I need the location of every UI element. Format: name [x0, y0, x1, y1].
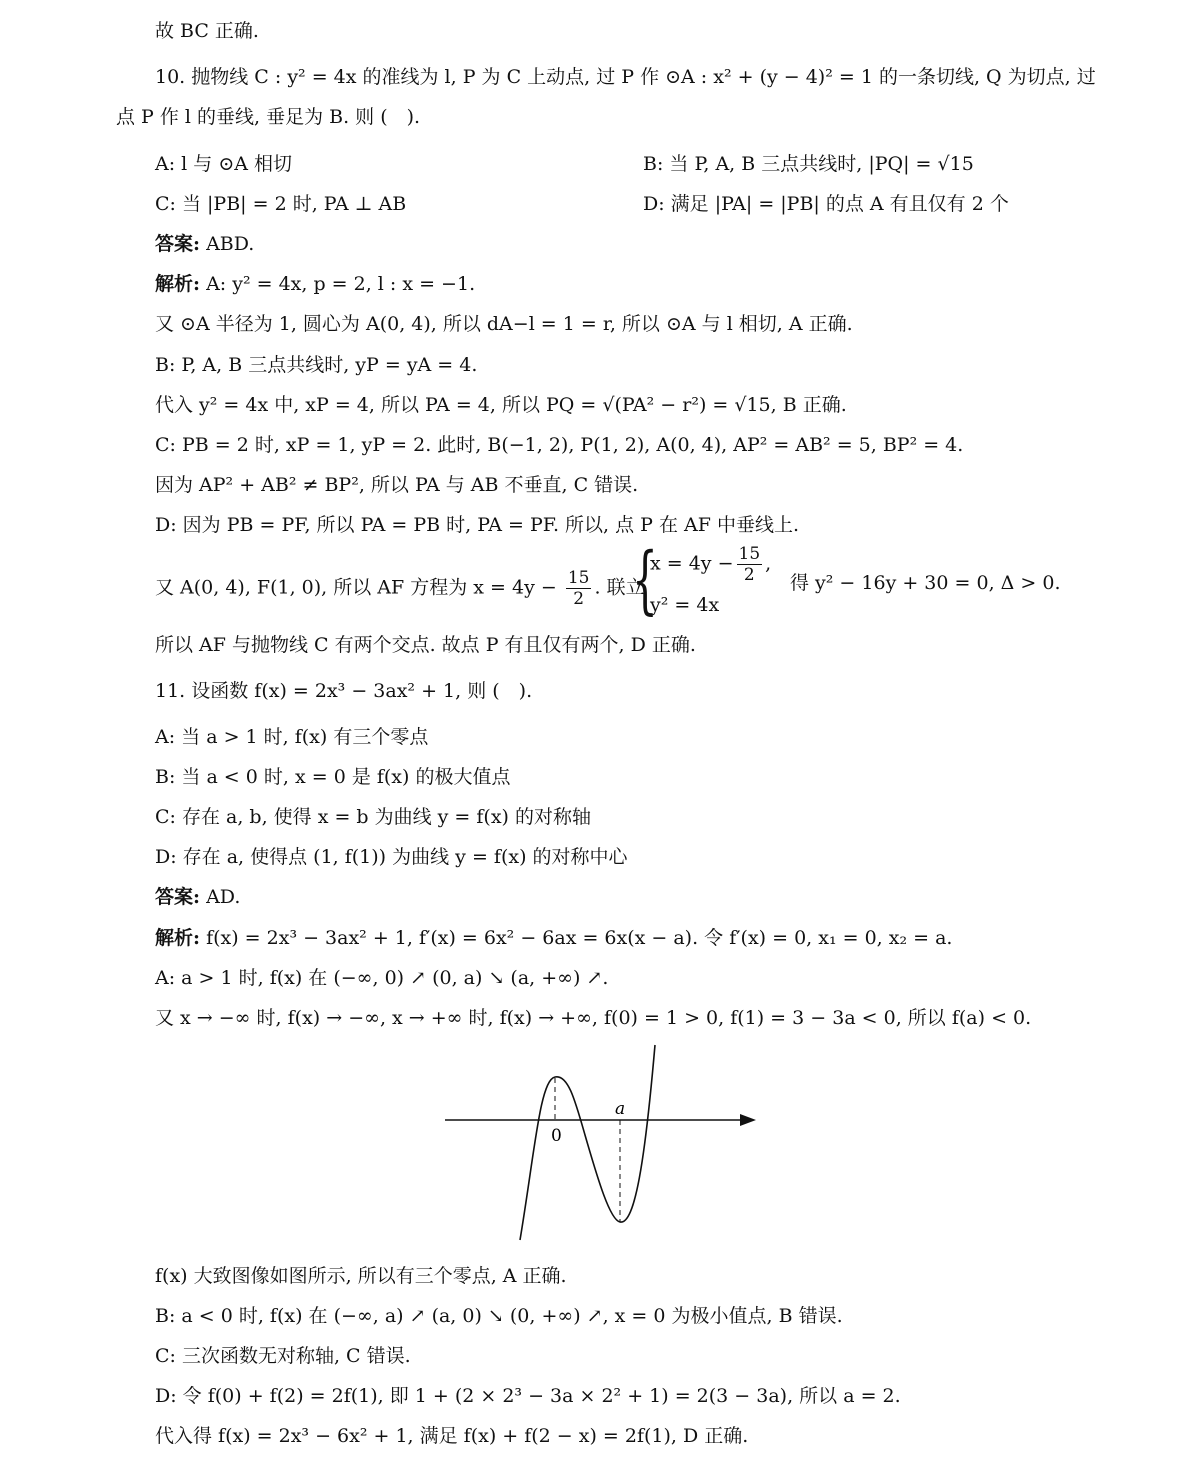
q10-option-a: A: l 与 ⊙A 相切 — [155, 153, 292, 175]
analysis-text: A: y² = 4x, p = 2, l : x = −1. — [206, 273, 476, 295]
question-10-stem-cont: 点 P 作 l 的垂线, 垂足为 B. 则 ( ). — [116, 106, 421, 128]
af-equation-text: 又 A(0, 4), F(1, 0), 所以 AF 方程为 x = 4y − — [155, 576, 557, 599]
label-zero: 0 — [551, 1126, 562, 1146]
analysis-label: 解析: — [155, 273, 201, 295]
system-row-1-text: x = 4y − — [650, 552, 734, 575]
q10-answer — [155, 231, 254, 257]
q11-analysis-6: C: 三次函数无对称轴, C 错误. — [155, 1345, 411, 1367]
q10-option-b: B: 当 P, A, B 三点共线时, |PQ| = √15 — [643, 153, 974, 175]
q10-analysis-6: 因为 AP² + AB² ≠ BP², 所以 PA 与 AB 不垂直, C 错误. — [155, 474, 639, 496]
system-row-1-tail: , — [765, 552, 772, 575]
q11-analysis-3: 又 x → −∞ 时, f(x) → −∞, x → +∞ 时, f(x) → +∞, f(0) = 1 > 0, f(1) = 3 − 3a < 0, 所以 f(a) < 0. — [155, 1007, 1032, 1029]
q11-answer — [155, 884, 240, 910]
q11-option-c: C: 存在 a, b, 使得 x = b 为曲线 y = f(x) 的对称轴 — [155, 806, 592, 828]
q10-analysis-3: B: P, A, B 三点共线时, yP = yA = 4. — [155, 354, 478, 376]
equation-system — [632, 537, 792, 623]
question-11-stem: 11. 设函数 f(x) = 2x³ − 3ax² + 1, 则 ( ). — [155, 680, 533, 702]
q11-analysis-5: B: a < 0 时, f(x) 在 (−∞, a) ↗ (a, 0) ↘ (0, +∞) ↗, x = 0 为极小值点, B 错误. — [155, 1305, 843, 1327]
answer-label: 答案: — [155, 886, 201, 908]
q11-analysis-7: D: 令 f(0) + f(2) = 2f(1), 即 1 + (2 × 2³ − 3a × 2² + 1) = 2(3 − 3a), 所以 a = 2. — [155, 1385, 901, 1407]
fraction-denominator: 2 — [573, 589, 585, 609]
label-a: a — [615, 1099, 626, 1119]
cubic-curve — [520, 1045, 655, 1240]
system-fraction — [737, 544, 763, 585]
answer-value: AD. — [206, 886, 241, 908]
q11-analysis-8: 代入得 f(x) = 2x³ − 6x² + 1, 满足 f(x) + f(2 − x) = 2f(1), D 正确. — [155, 1425, 749, 1447]
q10-analysis-1 — [155, 271, 475, 297]
x-axis-arrow — [740, 1114, 756, 1126]
analysis-text: f(x) = 2x³ − 3ax² + 1, f′(x) = 6x² − 6ax = 6x(x − a). 令 f′(x) = 0, x₁ = 0, x₂ = a. — [206, 927, 953, 949]
q11-analysis-2: A: a > 1 时, f(x) 在 (−∞, 0) ↗ (0, a) ↘ (a, +∞) ↗. — [155, 967, 609, 989]
question-10-stem: 10. 抛物线 C : y² = 4x 的准线为 l, P 为 C 上动点, 过 P 作 ⊙A : x² + (y − 4)² = 1 的一条切线, Q 为切点, 过 — [155, 66, 1096, 88]
q10-analysis-8-result: 得 y² − 16y + 30 = 0, Δ > 0. — [790, 572, 1061, 594]
q10-analysis-2: 又 ⊙A 半径为 1, 圆心为 A(0, 4), 所以 dA−l = 1 = r, 所以 ⊙A 与 l 相切, A 正确. — [155, 313, 853, 335]
system-row-1 — [650, 544, 771, 585]
q11-analysis-1 — [155, 925, 952, 951]
q10-analysis-8 — [155, 568, 645, 609]
system-brace: { — [632, 537, 658, 623]
q10-analysis-9: 所以 AF 与抛物线 C 有两个交点. 故点 P 有且仅有两个, D 正确. — [155, 634, 696, 656]
fraction-numerator: 15 — [567, 568, 590, 588]
system-row-2: y² = 4x — [650, 594, 720, 616]
q11-analysis-4: f(x) 大致图像如图所示, 所以有三个零点, A 正确. — [155, 1265, 567, 1287]
q11-option-d: D: 存在 a, 使得点 (1, f(1)) 为曲线 y = f(x) 的对称中心 — [155, 846, 628, 868]
fraction-15-over-2 — [566, 568, 592, 609]
q11-option-b: B: 当 a < 0 时, x = 0 是 f(x) 的极大值点 — [155, 766, 511, 788]
q10-analysis-7: D: 因为 PB = PF, 所以 PA = PB 时, PA = PF. 所以, 点 P 在 AF 中垂线上. — [155, 514, 800, 536]
line-1: 故 BC 正确. — [155, 20, 259, 42]
q11-option-a: A: 当 a > 1 时, f(x) 有三个零点 — [155, 726, 429, 748]
answer-label: 答案: — [155, 233, 201, 255]
q10-option-d: D: 满足 |PA| = |PB| 的点 A 有且仅有 2 个 — [643, 193, 1009, 215]
q10-analysis-5: C: PB = 2 时, xP = 1, yP = 2. 此时, B(−1, 2), P(1, 2), A(0, 4), AP² = AB² = 5, BP² = 4. — [155, 434, 964, 456]
analysis-label: 解析: — [155, 927, 201, 949]
answer-value: ABD. — [206, 233, 255, 255]
q10-option-c: C: 当 |PB| = 2 时, PA ⊥ AB — [155, 193, 407, 215]
q10-analysis-4: 代入 y² = 4x 中, xP = 4, 所以 PA = 4, 所以 PQ = √(PA² − r²) = √15, B 正确. — [155, 394, 847, 416]
join-text: . 联立 — [594, 576, 645, 599]
system-fraction-numerator: 15 — [738, 544, 761, 564]
cubic-function-graph — [440, 1040, 770, 1245]
system-fraction-denominator: 2 — [743, 565, 755, 585]
